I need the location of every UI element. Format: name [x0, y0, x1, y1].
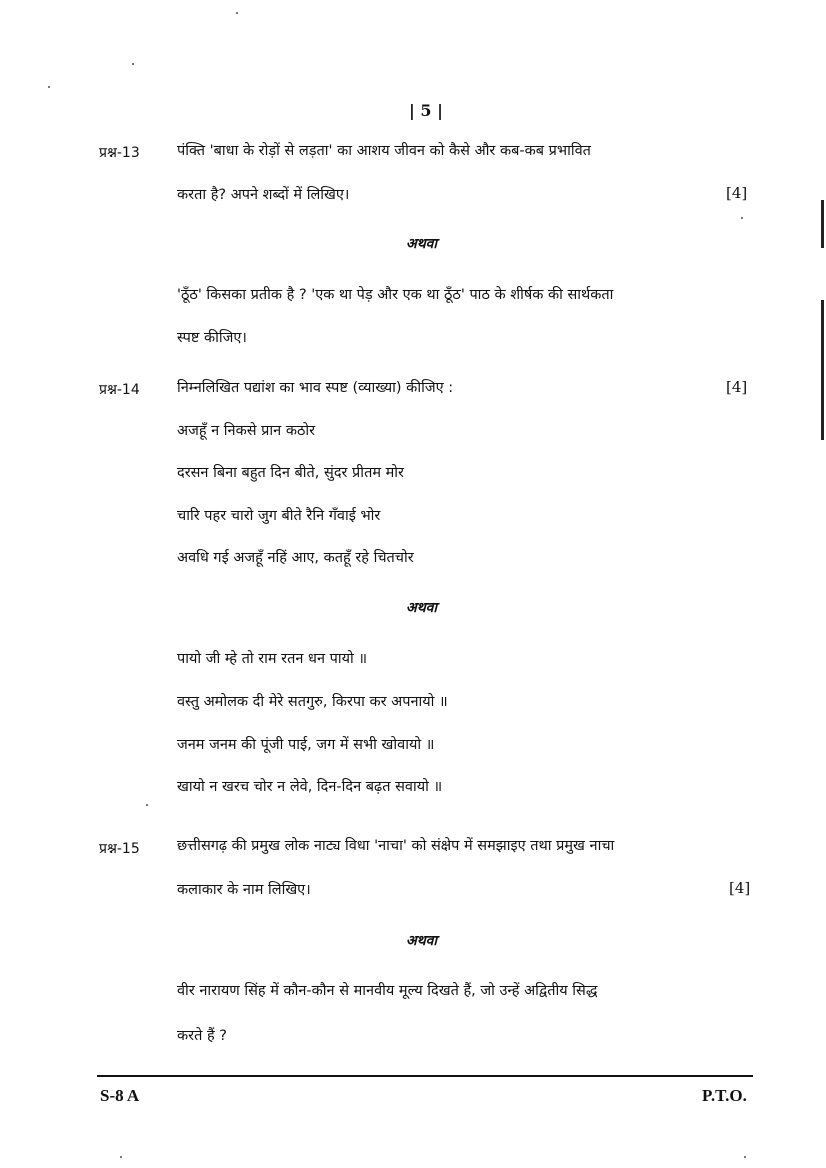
question-13-athva: अथवा — [406, 236, 438, 252]
alt-verse-line: जनम जनम की पूंजी पाई, जग में सभी खोवायो ॥ — [177, 737, 435, 753]
question-13-line-1: पंक्ति 'बाधा के रोड़ों से लड़ता' का आशय जीवन को कैसे और कब-कब प्रभावित — [177, 143, 591, 159]
alt-verse-line: वस्तु अमोलक दी मेरे सतगुरु, किरपा कर अपनायो ॥ — [177, 694, 448, 710]
question-13-alt-line-2: स्पष्ट कीजिए। — [177, 330, 247, 346]
question-14-marks: [4] — [726, 378, 748, 396]
question-15-alt-line-2: करते हैं ? — [177, 1028, 227, 1044]
verse-line: अवधि गई अजहूँ नहिं आए, कतहूँ रहे चितचोर — [177, 550, 414, 566]
scan-speck — [120, 1156, 122, 1158]
question-15-line-2: कलाकार के नाम लिखिए। — [177, 882, 311, 898]
scan-edge-mark — [821, 300, 824, 440]
footer-rule — [97, 1075, 753, 1077]
paper-code: S-8 A — [100, 1086, 140, 1105]
question-13-line-2: करता है? अपने शब्दों में लिखिए। — [177, 187, 350, 203]
question-13-alt-line-1: 'ठूँठ' किसका प्रतीक है ? 'एक था पेड़ और एक था ठूँठ' पाठ के शीर्षक की सार्थकता — [177, 287, 614, 303]
question-15-alt-line-1: वीर नारायण सिंह में कौन-कौन से मानवीय मूल्य दिखते हैं, जो उन्हें अद्वितीय सिद्ध — [177, 983, 598, 999]
scan-speck — [236, 12, 238, 14]
question-15-line-1: छत्तीसगढ़ की प्रमुख लोक नाट्य विधा 'नाचा' को संक्षेप में समझाइए तथा प्रमुख नाचा — [177, 838, 615, 854]
scan-speck — [48, 86, 50, 88]
verse-line: चारि पहर चारो जुग बीते रैनि गँवाई भोर — [177, 508, 381, 524]
question-15-label: प्रश्न-15 — [99, 841, 140, 857]
question-13-label: प्रश्न-13 — [99, 145, 140, 161]
question-15-marks: [4] — [729, 879, 751, 897]
scan-edge-mark — [821, 200, 824, 248]
alt-verse-line: खायो न खरच चोर न लेवे, दिन-दिन बढ़त सवायो ॥ — [177, 779, 443, 795]
verse-line: अजहूँ न निकसे प्रान कठोर — [177, 423, 316, 439]
question-14-line-1: निम्नलिखित पद्यांश का भाव स्पष्ट (व्याख्या) कीजिए : — [177, 380, 454, 396]
scan-speck — [132, 63, 134, 65]
scan-speck — [741, 217, 743, 219]
page-number: | 5 | — [409, 101, 443, 120]
pto-label: P.T.O. — [702, 1086, 747, 1105]
question-14-athva: अथवा — [406, 600, 438, 616]
scan-speck — [744, 1156, 746, 1158]
question-13-marks: [4] — [726, 184, 748, 202]
question-15-athva: अथवा — [406, 933, 438, 949]
question-14-label: प्रश्न-14 — [99, 382, 140, 398]
scan-speck — [146, 804, 148, 806]
alt-verse-line: पायो जी म्हे तो राम रतन धन पायो ॥ — [177, 651, 368, 667]
verse-line: दरसन बिना बहुत दिन बीते, सुंदर प्रीतम मोर — [177, 465, 404, 481]
